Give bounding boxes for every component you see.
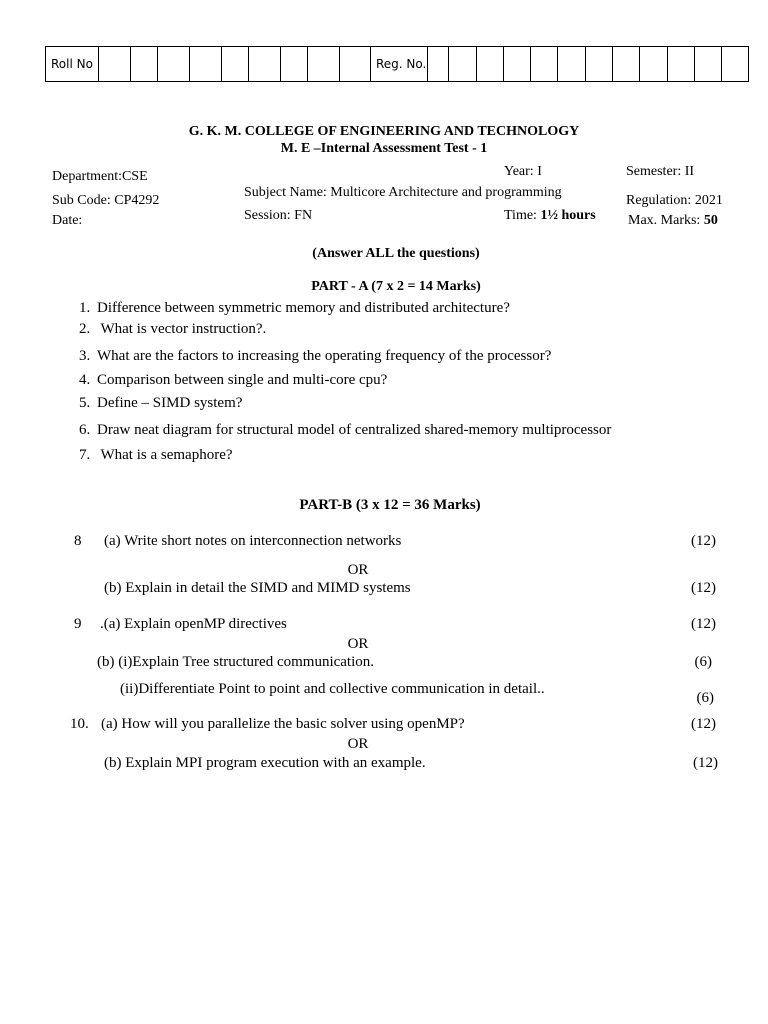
part-a-question [79, 300, 510, 317]
roll-digit-cell[interactable] [131, 47, 158, 82]
reg-digit-cell[interactable] [722, 47, 749, 82]
q10-b-marks: (12) [693, 755, 718, 771]
part-b-title: PART-B (3 x 12 = 36 Marks) [299, 497, 481, 513]
reg-digit-cell[interactable] [695, 47, 722, 82]
roll-digit-cell[interactable] [190, 47, 222, 82]
question-number: 5. [79, 395, 91, 411]
instruction: (Answer ALL the questions) [312, 246, 480, 261]
sub-code: Sub Code: CP4292 [52, 193, 160, 208]
question-number: 7. [79, 447, 91, 463]
or-separator: OR [347, 562, 369, 578]
reg-digit-cell[interactable] [531, 47, 558, 82]
reg-digit-cell[interactable] [613, 47, 640, 82]
question-number: 10. [70, 716, 89, 732]
q10-option-b: (b) Explain MPI program execution with an example. [104, 755, 426, 771]
subject-name: Subject Name: Multicore Architecture and programming [244, 185, 562, 200]
q8-option-a: (a) Write short notes on interconnection networks [104, 533, 402, 549]
semester: Semester: II [626, 164, 695, 179]
time-label: Time: [504, 208, 541, 223]
q8-option-b: (b) Explain in detail the SIMD and MIMD systems [104, 580, 411, 596]
roll-digit-cell[interactable] [249, 47, 281, 82]
question-text: What is vector instruction?. [97, 321, 267, 337]
question-number: 3. [79, 348, 91, 364]
question-text: What are the factors to increasing the operating frequency of the processor? [97, 348, 552, 364]
reg-digit-cell[interactable] [504, 47, 531, 82]
roll-reg-grid [45, 46, 749, 82]
q10-a-marks: (12) [691, 716, 716, 732]
roll-digit-cell[interactable] [99, 47, 131, 82]
max-marks [628, 213, 718, 229]
part-a-question [79, 447, 233, 464]
q8-a-marks: (12) [691, 533, 716, 549]
department: Department:CSE [52, 169, 148, 184]
question-number: 4. [79, 372, 91, 388]
q9-b1-marks: (6) [694, 654, 712, 670]
roll-no-label: Roll No [46, 47, 99, 82]
question-text: What is a semaphore? [97, 447, 233, 463]
question-number: 2. [79, 321, 91, 337]
part-a-question [79, 348, 551, 365]
reg-no-label: Reg. No. [371, 47, 428, 82]
part-a-question [79, 422, 611, 439]
question-text: Define – SIMD system? [97, 395, 243, 411]
part-a-question [79, 321, 266, 338]
session: Session: FN [244, 208, 313, 223]
q9-option-b-i: (b) (i)Explain Tree structured communication. [97, 654, 375, 670]
reg-digit-cell[interactable] [428, 47, 449, 82]
q9-b2-marks: (6) [696, 690, 714, 706]
part-a-question [79, 372, 387, 389]
reg-digit-cell[interactable] [558, 47, 586, 82]
reg-digit-cell[interactable] [640, 47, 668, 82]
q10-option-a: (a) How will you parallelize the basic solver using openMP? [101, 716, 465, 732]
or-separator: OR [347, 636, 369, 652]
question-text: Comparison between single and multi-core cpu? [97, 372, 388, 388]
max-marks-value: 50 [703, 213, 718, 228]
question-number: 8 [74, 533, 82, 549]
college-name: G. K. M. COLLEGE OF ENGINEERING AND TECHNOLOGY [188, 124, 580, 139]
date-label: Date: [52, 213, 83, 228]
question-text: Difference between symmetric memory and distributed architecture? [97, 300, 510, 316]
time-info [504, 208, 596, 224]
max-marks-label: Max. Marks: [628, 213, 704, 228]
reg-digit-cell[interactable] [477, 47, 504, 82]
question-number: 1. [79, 300, 91, 316]
regulation: Regulation: 2021 [626, 193, 723, 208]
year: Year: I [504, 164, 542, 179]
roll-digit-cell[interactable] [281, 47, 308, 82]
q8-b-marks: (12) [691, 580, 716, 596]
roll-digit-cell[interactable] [158, 47, 190, 82]
or-separator: OR [347, 736, 369, 752]
question-text: Draw neat diagram for structural model of centralized shared-memory multiprocessor [97, 422, 612, 438]
test-title: M. E –Internal Assessment Test - 1 [280, 141, 488, 156]
part-a-title: PART - A (7 x 2 = 14 Marks) [311, 279, 481, 294]
q9-option-a: .(a) Explain openMP directives [100, 616, 287, 632]
question-number: 6. [79, 422, 91, 438]
q9-a-marks: (12) [691, 616, 716, 632]
reg-digit-cell[interactable] [586, 47, 613, 82]
roll-digit-cell[interactable] [308, 47, 340, 82]
reg-digit-cell[interactable] [449, 47, 477, 82]
roll-digit-cell[interactable] [340, 47, 371, 82]
roll-digit-cell[interactable] [222, 47, 249, 82]
part-a-question [79, 395, 242, 412]
q9-option-b-ii: (ii)Differentiate Point to point and collective communication in detail.. [120, 681, 545, 697]
time-value: 1½ hours [540, 208, 596, 223]
reg-digit-cell[interactable] [668, 47, 695, 82]
question-number: 9 [74, 616, 82, 632]
